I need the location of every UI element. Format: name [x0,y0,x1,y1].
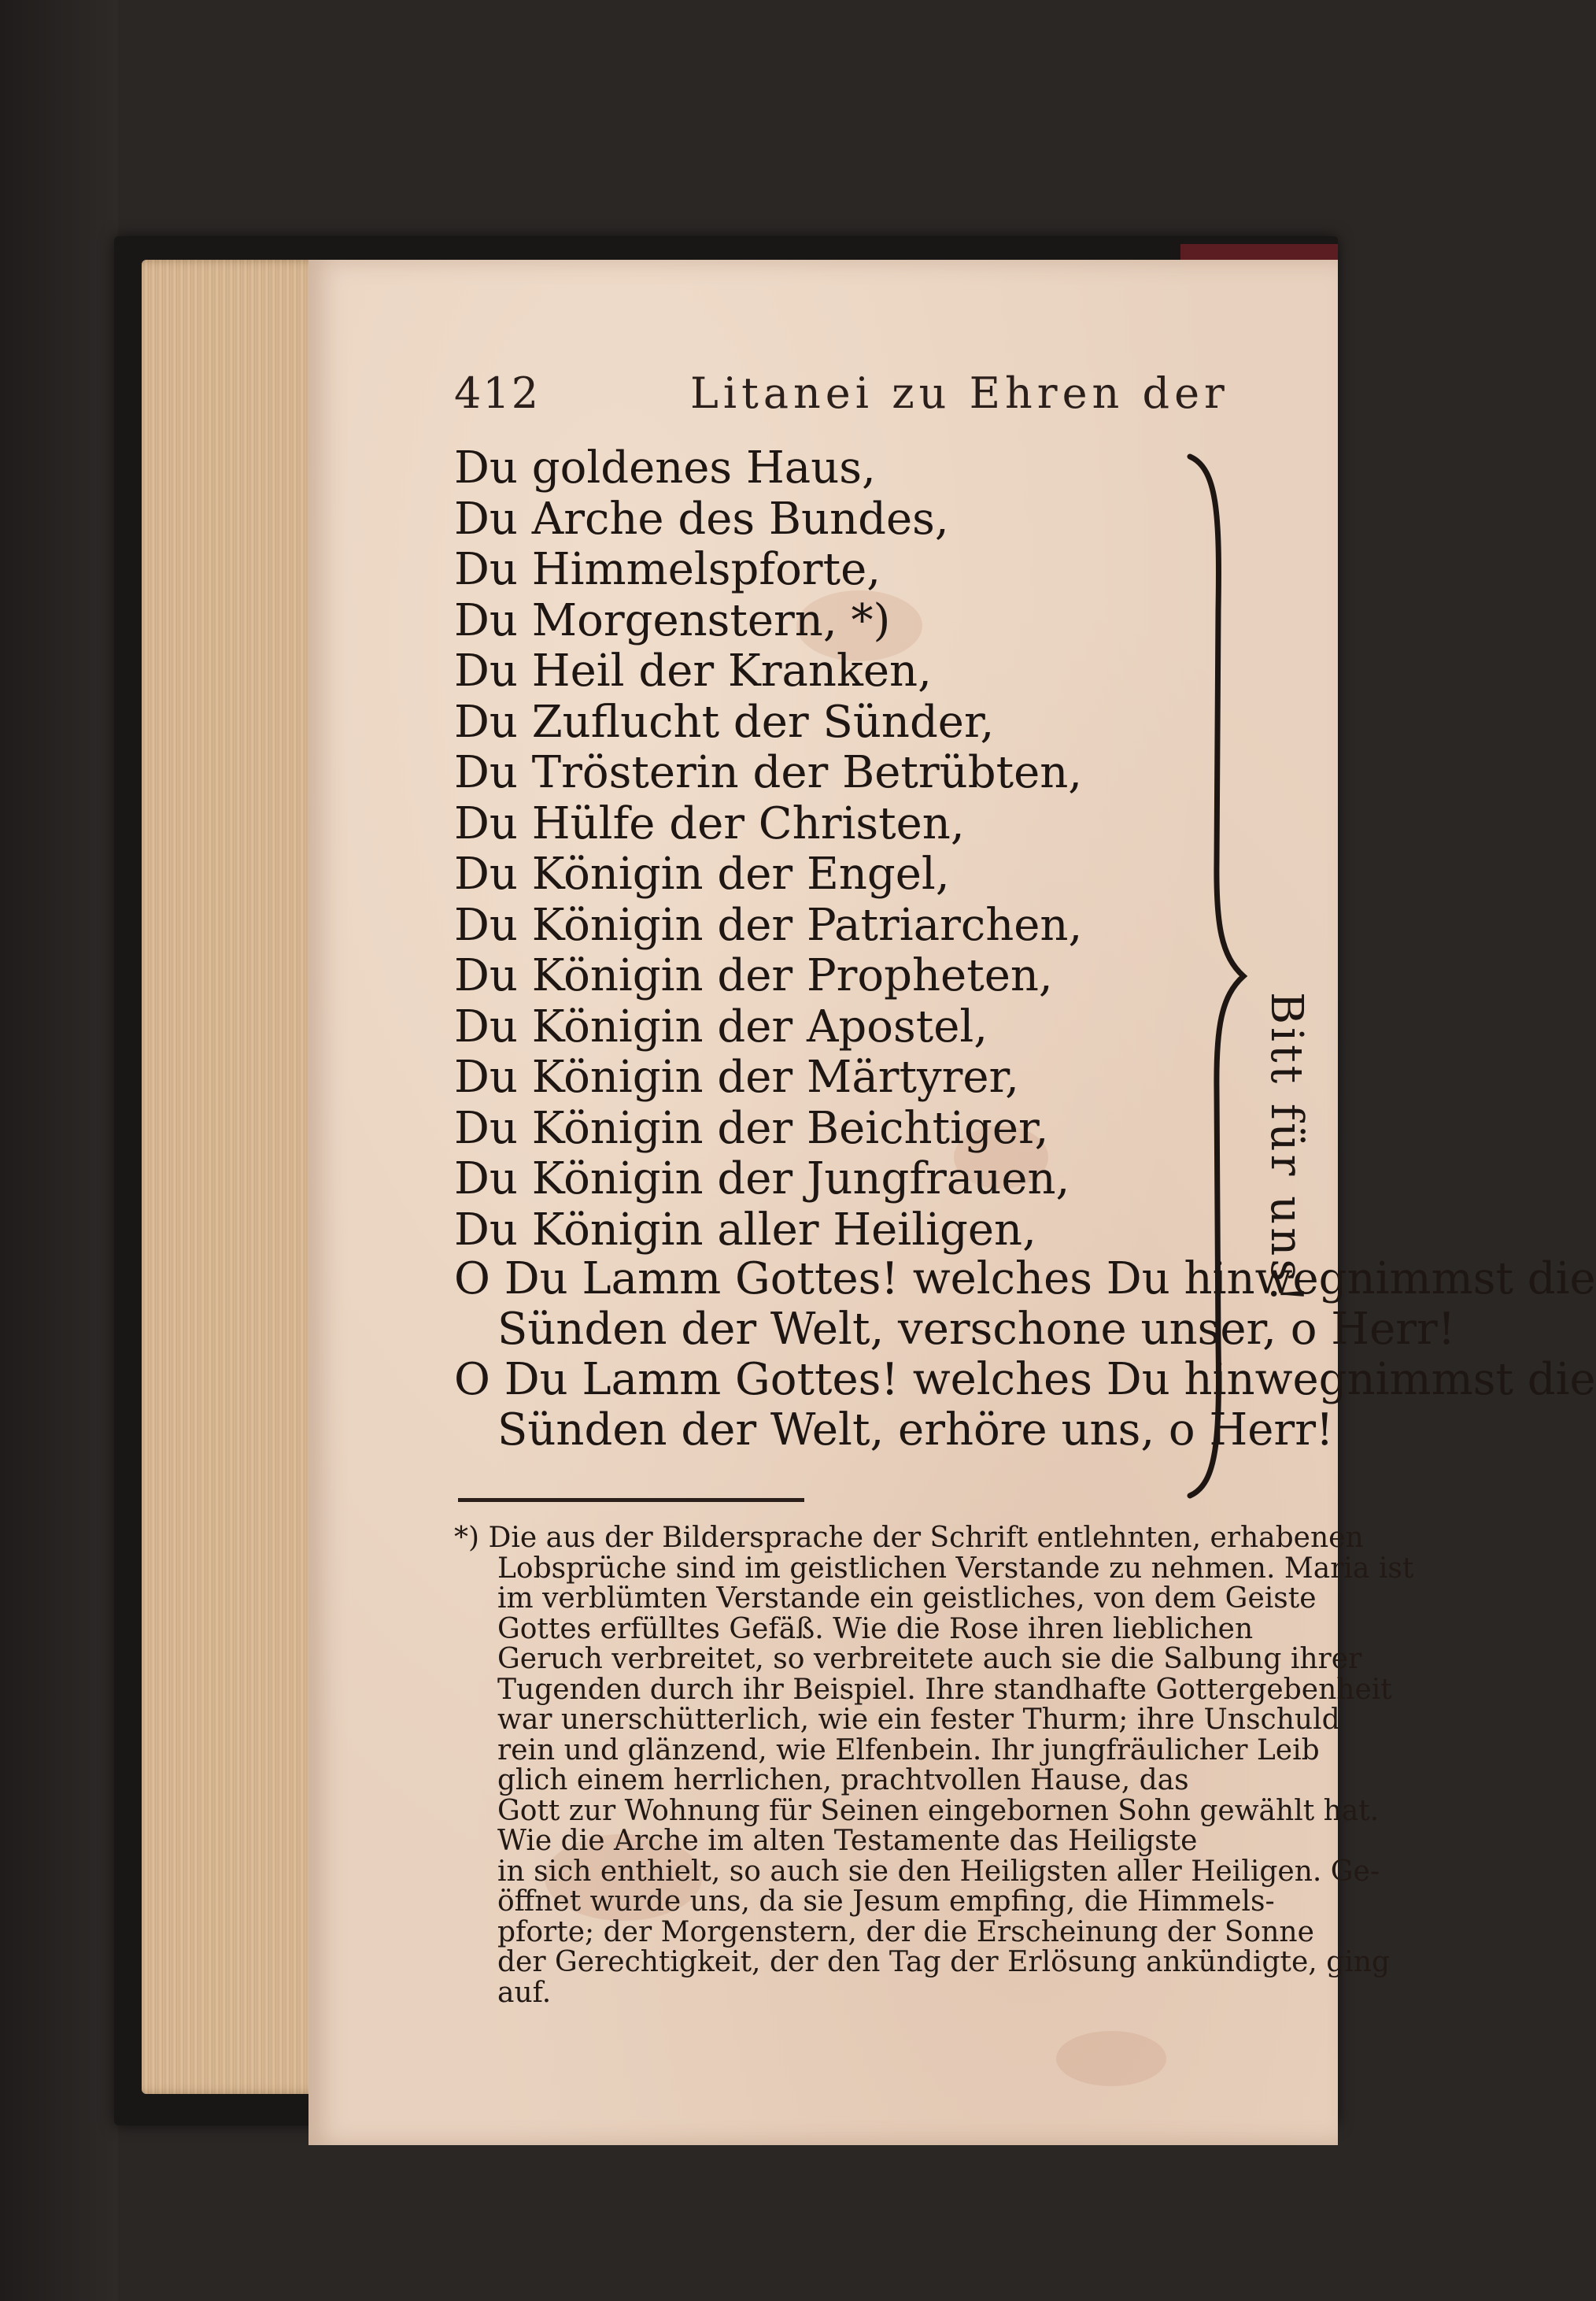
invocation-line: Du Himmelspforte, [454,544,881,595]
invocation-line: Du Königin der Beichtiger, [454,1102,1049,1154]
invocation-line: Du Königin der Patriarchen, [454,899,1083,951]
footnote-line: Wie die Arche im alten Testamente das Heiligste [497,1825,1198,1857]
footnote [454,1522,1414,2009]
litany-invocations [454,442,1083,1256]
footnote-line: Geruch verbreitet, so verbreitete auch sie die Salbung ihrer [497,1643,1362,1675]
invocation-line: Du Hülfe der Christen, [454,797,965,849]
response-bitt-fuer-uns: Bitt für uns! [1261,992,1312,1306]
invocation-line: Du Königin der Apostel, [454,1001,988,1052]
footnote-line: pforte; der Morgenstern, der die Erscheinung der Sonne [497,1915,1314,1948]
footnote-line: der Gerechtigkeit, der den Tag der Erlösung ankündigte, ging [497,1946,1390,1978]
invocation-line: Du Königin der Engel, [454,849,950,900]
footnote-line: auf. [497,1976,552,2009]
invocation-line: Du Königin der Märtyrer, [454,1052,1019,1103]
footnote-line: rein und glänzend, wie Elfenbein. Ihr jungfräulicher Leib [497,1733,1320,1766]
invocation-line: Du Königin der Propheten, [454,950,1053,1001]
invocation-line: Du Trösterin der Betrübten, [454,747,1083,798]
invocation-line: Du Morgenstern, *) [454,594,891,646]
agnus-line: Sünden der Welt, erhöre uns, o Herr! [497,1404,1334,1456]
footnote-line: glich einem herrlichen, prachtvollen Hause, das [497,1764,1189,1796]
page-edges [142,260,331,2094]
invocation-line: Du Arche des Bundes, [454,493,949,545]
running-head: Litanei zu Ehren der [690,368,1229,418]
agnus-line: Sünden der Welt, verschone unser, o Herr! [497,1304,1456,1355]
footnote-line: in sich enthielt, so auch sie den Heiligsten aller Heiligen. Ge- [497,1855,1380,1888]
footnote-line: *) Die aus der Bildersprache der Schrift entlehnten, erhabenen [454,1522,1364,1554]
footnote-line: war unerschütterlich, wie ein fester Thurm; ihre Unschuld [497,1704,1340,1736]
background-left [0,0,118,2301]
footnote-line: Gottes erfülltes Gefäß. Wie die Rose ihren lieblichen [497,1612,1254,1645]
book-page [308,260,1596,2145]
page-number: 412 [454,368,541,418]
invocation-line: Du Königin aller Heiligen, [454,1204,1036,1256]
agnus-line: O Du Lamm Gottes! welches Du hinwegnimmst die [454,1354,1596,1405]
footnote-line: Tugenden durch ihr Beispiel. Ihre standhafte Gottergebenheit [497,1673,1392,1706]
footnote-line: im verblümten Verstande ein geistliches, von dem Geiste [497,1582,1317,1615]
footnote-line: öffnet wurde uns, da sie Jesum empfing, die Himmels- [497,1885,1275,1918]
foxing-spot [1056,2031,1166,2086]
footnote-line: Lobsprüche sind im geistlichen Verstande zu nehmen. Maria ist [497,1552,1414,1585]
invocation-line: Du goldenes Haus, [454,442,876,494]
footnote-rule [458,1498,804,1502]
page-header [454,354,1383,425]
invocation-line: Du Königin der Jungfrauen, [454,1153,1070,1204]
agnus-line: O Du Lamm Gottes! welches Du hinwegnimmst die [454,1253,1596,1304]
footnote-line: Gott zur Wohnung für Seinen eingebornen Sohn gewählt hat. [497,1794,1380,1827]
agnus-dei-block [454,1253,1596,1456]
invocation-line: Du Heil der Kranken, [454,646,932,697]
invocation-line: Du Zuflucht der Sünder, [454,696,995,748]
